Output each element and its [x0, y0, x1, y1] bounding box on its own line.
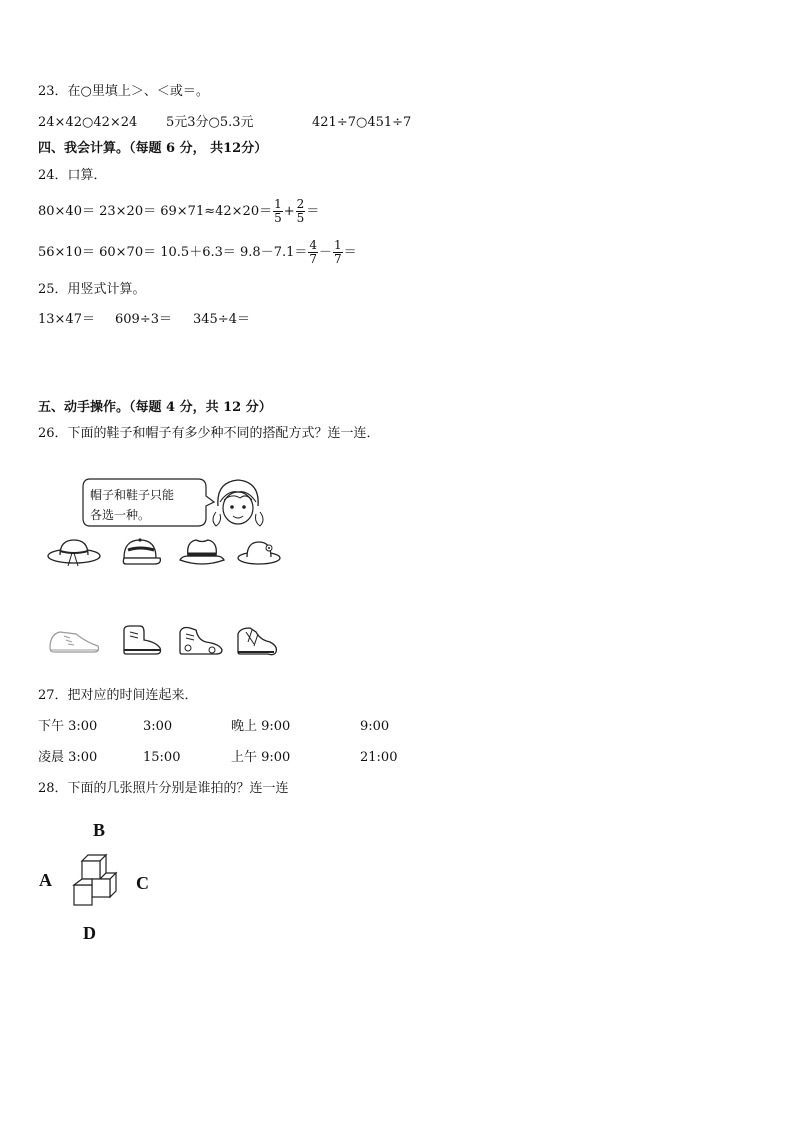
q23-item-2: 5元3分○5.3元: [166, 115, 254, 130]
hiking-boot-icon: [176, 622, 226, 660]
bubble-text: [90, 485, 174, 525]
q24-title: 24．口算．: [38, 168, 107, 183]
fraction: $\frac{1}{7}$: [334, 238, 342, 266]
label-a: A: [39, 870, 52, 890]
q27-r1-c1: 下午 3:00: [38, 719, 98, 734]
q25-item-2: 609÷3＝: [115, 312, 172, 327]
q25-title: 25．用竖式计算。: [38, 282, 146, 297]
cube-stack-diagram: [70, 853, 122, 909]
label-b: B: [93, 820, 106, 840]
q24-row-1: 80×40＝ 23×20＝ 69×71≈42×20＝ $\frac{1}{5}$ + $\frac{2}{5}$ ＝: [38, 197, 320, 225]
q27-r2-c4: 21:00: [360, 750, 398, 765]
flower-hat-icon: [236, 534, 282, 570]
q27-r1-c4: 9:00: [360, 719, 390, 734]
bubble-line-2: 各选一种。: [90, 508, 151, 522]
q27-r2-c3: 上午 9:00: [231, 750, 291, 765]
boot-icon: [118, 622, 164, 660]
laced-shoe-icon: [234, 622, 280, 660]
q24-r2-d: 9.8－7.1＝: [240, 245, 308, 260]
q27-r1-c3: 晚上 9:00: [231, 719, 291, 734]
q24-r2-c: 10.5＋6.3＝: [160, 245, 236, 260]
fraction: $\frac{1}{5}$: [274, 197, 282, 225]
q27-r2-c1: 凌晨 3:00: [38, 750, 98, 765]
q27-r2-c2: 15:00: [143, 750, 181, 765]
q26-title: 26．下面的鞋子和帽子有多少种不同的搭配方式？连一连．: [38, 426, 380, 441]
q24-r1-b: 23×20＝: [99, 204, 157, 219]
q25-item-1: 13×47＝: [38, 312, 95, 327]
q23-item-1: 24×42○42×24: [38, 115, 138, 130]
q24-row-2: 56×10＝ 60×70＝ 10.5＋6.3＝ 9.8－7.1＝ $\frac{4}{7}$ － $\frac{1}{7}$ ＝: [38, 238, 357, 266]
q24-r1-a: 80×40＝: [38, 204, 95, 219]
q24-r2-b: 60×70＝: [99, 245, 157, 260]
fraction: $\frac{2}{5}$: [296, 197, 305, 225]
bubble-line-1: 帽子和鞋子只能: [90, 488, 175, 502]
q28-title: 28．下面的几张照片分别是谁拍的？连一连: [38, 781, 289, 796]
baseball-cap-icon: [118, 534, 164, 570]
q27-title: 27．把对应的时间连起来．: [38, 688, 198, 703]
label-c: C: [136, 873, 149, 893]
section5-heading: 五、动手操作。（每题 4 分，共 12 分）: [38, 400, 272, 415]
q24-r2-a: 56×10＝: [38, 245, 95, 260]
label-d: D: [83, 923, 96, 943]
fraction: $\frac{4}{7}$: [309, 238, 318, 266]
q27-r1-c2: 3:00: [143, 719, 173, 734]
q23-item-3: 421÷7○451÷7: [312, 115, 412, 130]
fedora-hat-icon: [178, 534, 226, 570]
sneaker-icon: [46, 622, 102, 658]
girl-icon: [210, 476, 266, 532]
sun-hat-bow-icon: [46, 534, 102, 570]
q25-item-3: 345÷4＝: [193, 312, 250, 327]
section4-heading: 四、我会计算。（每题 6 分， 共12分）: [38, 141, 268, 156]
q23-title: 23．在○里填上＞、＜或＝。: [38, 84, 209, 99]
q24-r1-c: 69×71≈42×20＝: [160, 204, 273, 219]
